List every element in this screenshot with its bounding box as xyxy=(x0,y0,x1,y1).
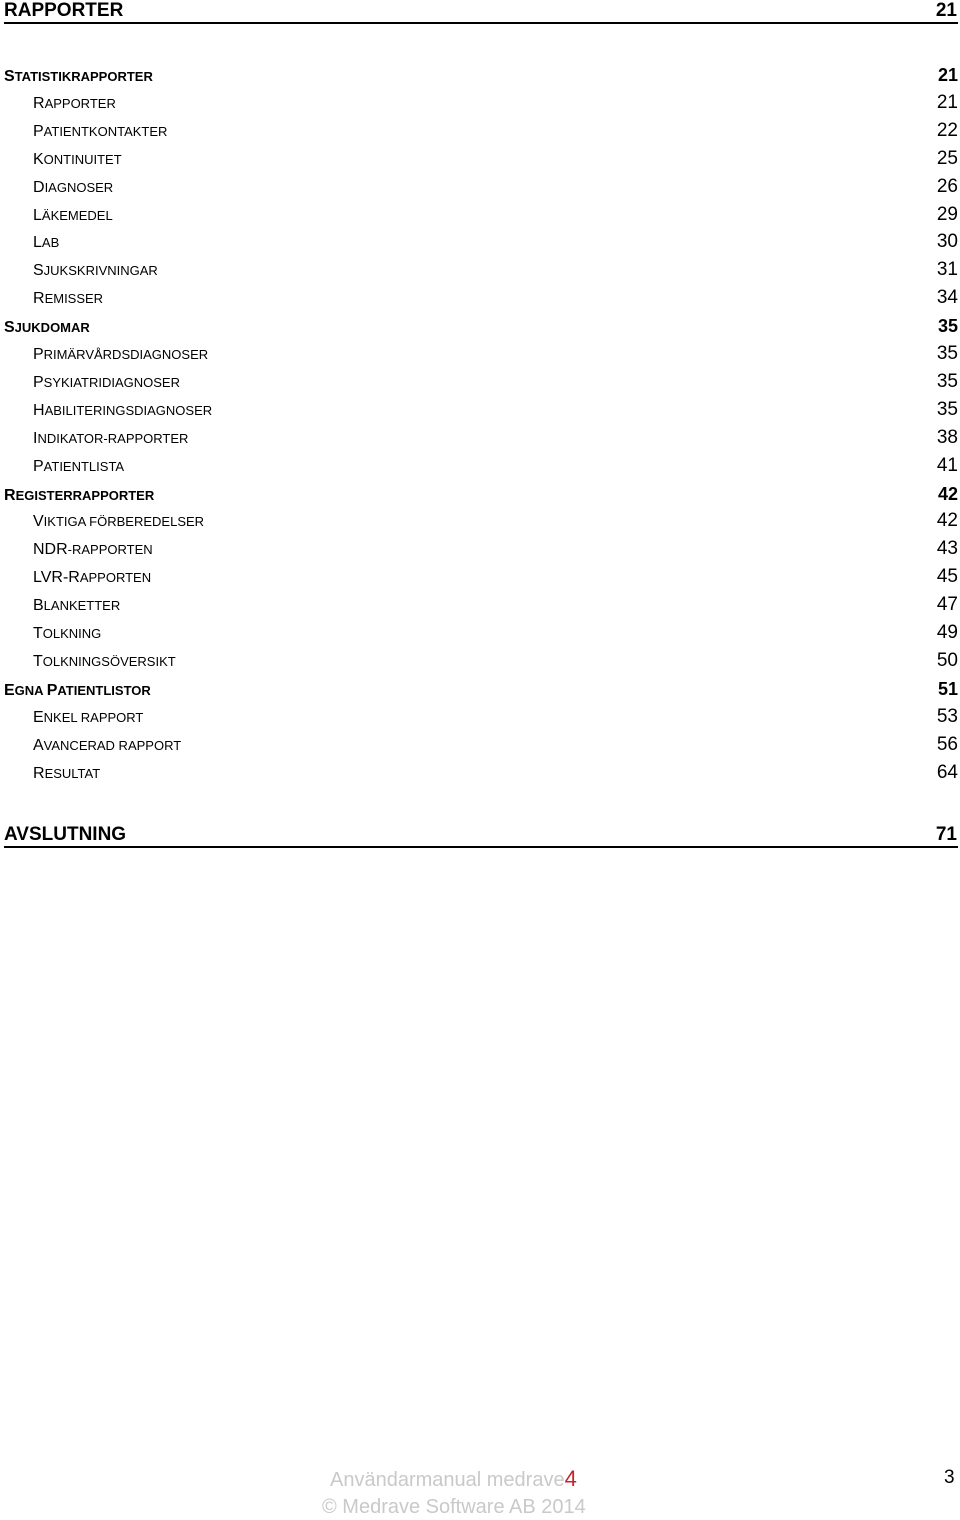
toc-entry-label: REGISTERRAPPORTER xyxy=(4,487,155,504)
toc-entry-page: 42 xyxy=(937,484,958,504)
toc-entry-label: STATISTIKRAPPORTER xyxy=(4,68,153,85)
toc-subsection[interactable] xyxy=(33,454,958,478)
toc-entry-label: TOLKNINGSÖVERSIKT xyxy=(33,653,176,670)
toc-subsection[interactable] xyxy=(33,705,958,729)
toc-entry-label: BLANKETTER xyxy=(33,597,121,614)
toc-entry-page: 53 xyxy=(936,706,958,727)
toc-subsection[interactable] xyxy=(33,230,958,254)
toc-entry-label: INDIKATOR-RAPPORTER xyxy=(33,430,189,447)
toc-entry-page: 50 xyxy=(936,650,958,671)
toc-entry-page: 29 xyxy=(936,204,958,225)
toc-subsection[interactable] xyxy=(33,537,958,561)
toc-subsection[interactable] xyxy=(33,733,958,757)
toc-chapter[interactable] xyxy=(4,824,958,848)
toc-entry-label: PRIMÄRVÅRDSDIAGNOSER xyxy=(33,346,209,363)
toc-subsection[interactable] xyxy=(33,91,958,115)
toc-entry-label: REMISSER xyxy=(33,290,104,307)
toc-entry-page: 31 xyxy=(936,259,958,280)
toc-entry-page: 47 xyxy=(936,594,958,615)
toc-entry-label: LÄKEMEDEL xyxy=(33,207,113,224)
toc-subsection[interactable] xyxy=(33,593,958,617)
toc-subsection[interactable] xyxy=(33,398,958,422)
toc-section[interactable] xyxy=(4,482,958,506)
toc-section[interactable] xyxy=(4,677,958,701)
toc-entry-page: 30 xyxy=(936,231,958,252)
toc-chapter-title: RAPPORTER xyxy=(4,0,124,21)
toc-subsection[interactable] xyxy=(33,286,958,310)
toc-section[interactable] xyxy=(4,63,958,87)
toc-entry-label: AVANCERAD RAPPORT xyxy=(33,737,182,754)
toc-subsection[interactable] xyxy=(33,119,958,143)
toc-subsection[interactable] xyxy=(33,565,958,589)
toc-entry-page: 21 xyxy=(936,92,958,113)
toc-entry-page: 22 xyxy=(936,120,958,141)
toc-entry-label: LVR-RAPPORTEN xyxy=(33,569,152,586)
toc-entry-label: EGNA PATIENTLISTOR xyxy=(4,682,151,699)
toc-entry-label: SJUKDOMAR xyxy=(4,319,90,336)
toc-chapter-title: AVSLUTNING xyxy=(4,824,127,845)
toc-chapter-page: 71 xyxy=(935,824,957,845)
footer-copyright: © Medrave Software AB 2014 xyxy=(322,1496,586,1518)
toc-entry-page: 41 xyxy=(936,455,958,476)
toc-subsection[interactable] xyxy=(33,509,958,533)
toc-entry-label: PSYKIATRIDIAGNOSER xyxy=(33,374,180,391)
toc-subsection[interactable] xyxy=(33,426,958,450)
toc-entry-page: 49 xyxy=(936,622,958,643)
toc-entry-page: 35 xyxy=(936,343,958,364)
toc-entry-page: 35 xyxy=(936,399,958,420)
toc-entry-label: PATIENTLISTA xyxy=(33,458,125,475)
footer-title-accent: 4 xyxy=(564,1466,577,1491)
toc-entry-label: LAB xyxy=(33,234,60,251)
toc-subsection[interactable] xyxy=(33,621,958,645)
toc-entry-page: 21 xyxy=(937,65,958,85)
toc-subsection[interactable] xyxy=(33,203,958,227)
page-number: 3 xyxy=(944,1467,955,1488)
toc-entry-page: 35 xyxy=(937,316,958,336)
toc-entry-label: TOLKNING xyxy=(33,625,102,642)
toc-entry-label: PATIENTKONTAKTER xyxy=(33,123,168,140)
toc-subsection[interactable] xyxy=(33,175,958,199)
toc-entry-label: RESULTAT xyxy=(33,765,101,782)
toc-entry-page: 51 xyxy=(937,679,958,699)
toc-entry-page: 64 xyxy=(936,762,958,783)
toc-subsection[interactable] xyxy=(33,258,958,282)
toc-entry-label: DIAGNOSER xyxy=(33,179,114,196)
toc-entry-page: 35 xyxy=(936,371,958,392)
toc-entry-label: SJUKSKRIVNINGAR xyxy=(33,262,158,279)
toc-entry-page: 43 xyxy=(936,538,958,559)
toc-subsection[interactable] xyxy=(33,649,958,673)
toc-section[interactable] xyxy=(4,314,958,338)
toc-chapter[interactable] xyxy=(4,0,958,24)
toc-entry-page: 25 xyxy=(936,148,958,169)
toc-subsection[interactable] xyxy=(33,342,958,366)
toc-entry-page: 45 xyxy=(936,566,958,587)
toc-entry-label: VIKTIGA FÖRBEREDELSER xyxy=(33,513,205,530)
toc-chapter-page: 21 xyxy=(935,0,957,21)
toc-entry-page: 34 xyxy=(936,287,958,308)
toc-subsection[interactable] xyxy=(33,147,958,171)
toc-entry-page: 26 xyxy=(936,176,958,197)
toc-entry-label: HABILITERINGSDIAGNOSER xyxy=(33,402,213,419)
footer-title: Användarmanual medrave4 xyxy=(330,1466,577,1491)
toc-subsection[interactable] xyxy=(33,370,958,394)
toc-subsection[interactable] xyxy=(33,761,958,785)
toc-entry-label: RAPPORTER xyxy=(33,95,116,112)
toc-entry-label: ENKEL RAPPORT xyxy=(33,709,144,726)
toc-entry-label: KONTINUITET xyxy=(33,151,122,168)
toc-entry-page: 56 xyxy=(936,734,958,755)
toc-entry-page: 38 xyxy=(936,427,958,448)
toc-entry-page: 42 xyxy=(936,510,958,531)
toc-entry-label: NDR-RAPPORTEN xyxy=(33,541,153,558)
